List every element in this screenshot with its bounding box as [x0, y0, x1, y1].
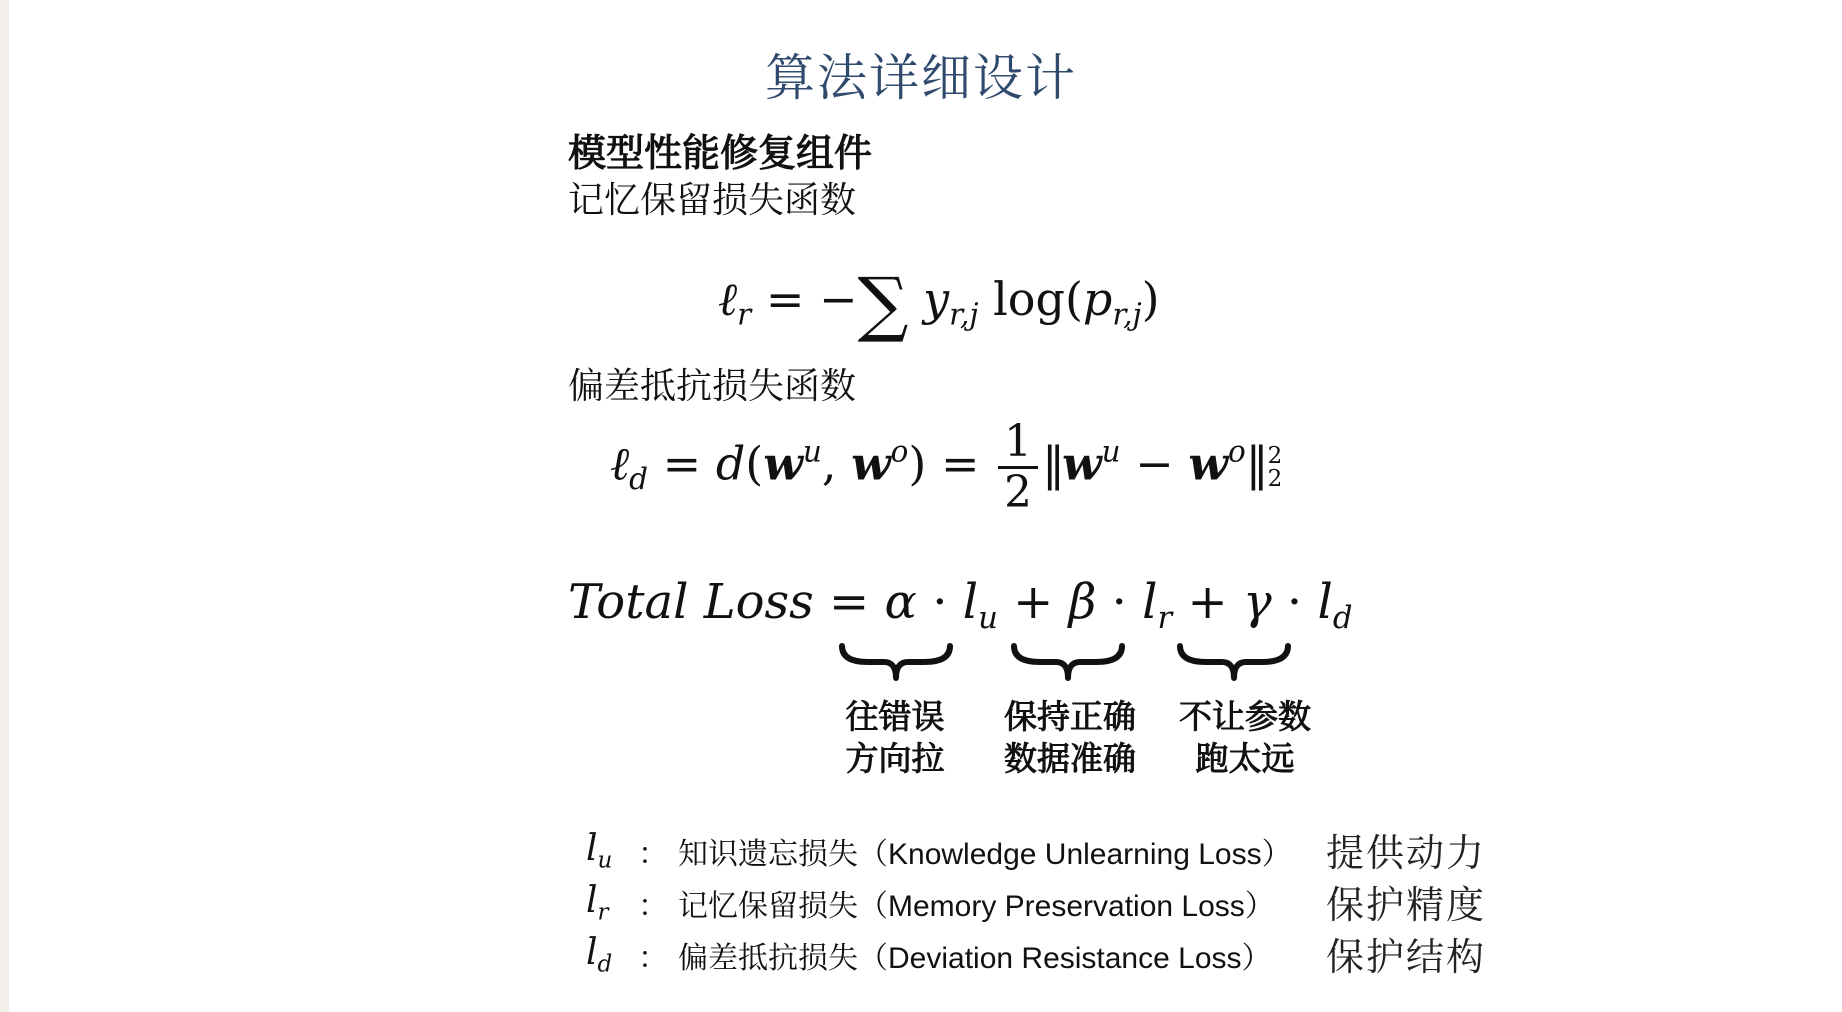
gamma-weight: γ — [1242, 574, 1272, 630]
superscript-o: o — [890, 434, 909, 469]
underbrace-retention — [1010, 642, 1126, 682]
slide-title: 算法详细设计 — [765, 49, 1077, 107]
p-subscript: r,j — [1112, 297, 1142, 332]
left-margin-band — [0, 0, 9, 1012]
retention-loss-formula: ℓ$_r$ = −∑ $y_{r,j}$ $\log(p_{r,j})$ — [718, 262, 1160, 345]
weight-original: w — [851, 436, 891, 491]
deviation-loss-formula: ℓ$_d$ = $d(w^u$, $w^o$) = $\frac{1}{2}$ $‖w^u$ − $w^o‖$ 2 2 — [610, 416, 1283, 519]
fraction-one-half — [998, 418, 1038, 517]
norm-exponents — [1267, 442, 1283, 492]
definition-colon: ： — [638, 838, 668, 871]
l-r-term: l — [1142, 574, 1158, 630]
annotation-line-1: 不让参数 — [1179, 697, 1311, 736]
l-d-term: l — [1317, 574, 1333, 630]
l-u-term: l — [962, 574, 979, 630]
section-heading: 模型性能修复组件 — [568, 131, 873, 175]
equals-sign: = — [662, 436, 702, 491]
plus-1: + — [1013, 574, 1054, 630]
annotation-line-1: 保持正确 — [1004, 697, 1136, 736]
weight-original-2: w — [1188, 436, 1228, 491]
definition-symbol — [586, 880, 638, 925]
annotation-line-2: 跑太远 — [1195, 739, 1295, 778]
symbol-letter: l — [586, 828, 598, 870]
superscript-o-2: o — [1227, 434, 1246, 469]
definition-symbol — [586, 932, 638, 977]
sub-u: u — [978, 599, 998, 636]
definition-text: 偏差抵抗损失（Deviation Resistance Loss） — [678, 942, 1272, 975]
weight-updated: w — [763, 436, 803, 491]
y-subscript: r,j — [949, 297, 979, 332]
symbol-subscript: u — [597, 847, 613, 874]
deviation-loss-heading: 偏差抵抗损失函数 — [568, 366, 857, 407]
definition-symbol — [586, 828, 638, 873]
equals-sign-2: = — [940, 436, 980, 491]
equals-sign: = — [829, 574, 870, 630]
definition-row-retention — [586, 880, 1275, 926]
alpha-weight: α — [884, 574, 917, 630]
total-loss-formula — [568, 574, 1352, 636]
minus-sign: − — [1135, 436, 1174, 491]
definition-colon: ： — [638, 890, 668, 923]
sub-r: r — [1157, 599, 1173, 636]
symbol-letter: l — [586, 880, 598, 922]
norm-subscript: 2 — [1267, 465, 1283, 492]
beta-weight: β — [1068, 574, 1097, 630]
dot-2: · — [1111, 574, 1127, 630]
annotation-line-1: 往错误 — [845, 697, 945, 736]
annotation-line-2: 方向拉 — [845, 739, 945, 778]
dot-3: · — [1286, 574, 1303, 630]
superscript-u-2: u — [1101, 434, 1121, 469]
superscript-u: u — [802, 434, 822, 469]
log-function: log — [993, 272, 1065, 327]
fraction-denominator: 2 — [1004, 467, 1032, 519]
lhs-subscript: r — [737, 297, 752, 332]
lhs-symbol: ℓ — [610, 436, 630, 491]
symbol-subscript: d — [597, 951, 613, 978]
annotation-retention — [985, 696, 1155, 780]
role-unlearning: 提供动力 — [1326, 831, 1487, 875]
annotation-line-2: 数据准确 — [1004, 739, 1136, 778]
role-retention: 保护精度 — [1326, 883, 1487, 927]
role-deviation: 保护结构 — [1326, 935, 1487, 979]
definition-colon: ： — [638, 942, 668, 975]
definition-text: 记忆保留损失（Memory Preservation Loss） — [678, 890, 1275, 923]
p-variable: p — [1082, 272, 1113, 327]
definition-row-unlearning — [586, 828, 1292, 874]
fraction-numerator: 1 — [998, 418, 1038, 469]
symbol-letter: l — [586, 932, 598, 974]
weight-updated-2: w — [1061, 436, 1102, 491]
norm-close: ‖ — [1245, 436, 1266, 491]
norm-superscript: 2 — [1267, 442, 1283, 469]
annotation-unlearning — [820, 696, 970, 780]
dot-1: · — [932, 574, 948, 630]
definition-row-deviation — [586, 932, 1272, 978]
lhs-subscript: d — [629, 461, 649, 496]
norm-open: ‖ — [1041, 436, 1062, 491]
underbrace-deviation — [1176, 642, 1292, 682]
summation-symbol: ∑ — [857, 262, 909, 345]
y-variable: y — [923, 272, 950, 327]
symbol-subscript: r — [597, 899, 609, 926]
minus-sign: − — [819, 272, 858, 327]
definition-text: 知识遗忘损失（Knowledge Unlearning Loss） — [678, 838, 1292, 871]
lhs-symbol: ℓ — [718, 272, 738, 327]
distance-function: d — [715, 436, 746, 491]
annotation-deviation — [1160, 696, 1330, 780]
equals-sign: = — [765, 272, 805, 327]
retention-loss-heading: 记忆保留损失函数 — [568, 180, 857, 221]
sub-d: d — [1332, 599, 1353, 636]
plus-2: + — [1187, 574, 1228, 630]
total-loss-label: Total Loss — [568, 574, 814, 630]
underbrace-unlearning — [838, 642, 954, 682]
